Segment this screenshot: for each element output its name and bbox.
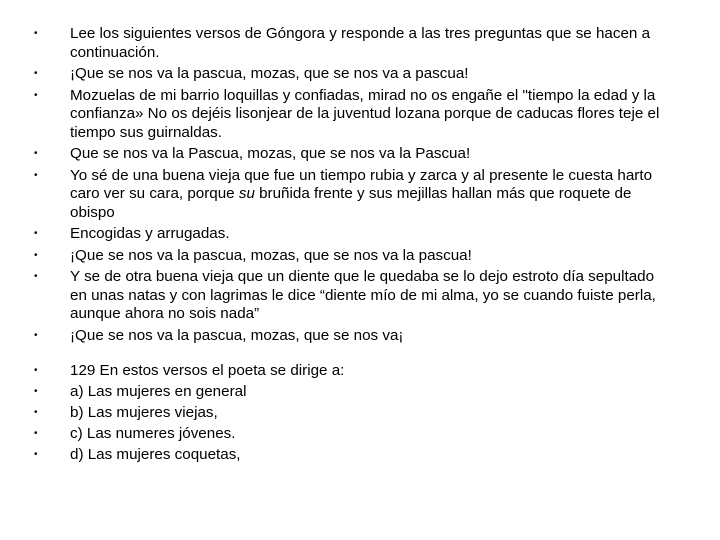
list-item	[34, 225, 674, 244]
question-list	[34, 360, 674, 465]
question-stem	[34, 360, 674, 381]
bullet-icon: •	[34, 386, 38, 397]
option-label: c) Las numeres jóvenes.	[70, 425, 236, 442]
bullet-icon: •	[34, 329, 38, 341]
list-item	[34, 327, 674, 346]
verse-line-part: Yo sé de una buena vieja que fue un tiempo rubia y zarca y al presente le cuesta harto caro ver su cara, porque	[70, 166, 653, 202]
verse-line: Y se de otra buena vieja que un diente que le quedaba se lo dejo estroto día sepultado en unas natas y con lagrimas le dice “diente mío de mi alma, yo se cuando fuiste perla, aunque ahora no sois nada”	[70, 268, 656, 322]
verse-line-part: bruñida frente y sus mejillas hallan más que roquete de obispo	[70, 185, 632, 221]
verse-line: Encogidas y arrugadas.	[70, 225, 230, 242]
verse-line: ¡Que se nos va la pascua, mozas, que se nos va a pascua!	[70, 65, 469, 82]
bullet-icon: •	[34, 148, 38, 159]
verse-line: ¡Que se nos va la pascua, mozas, que se nos va la pascua!	[70, 246, 472, 264]
bullet-icon: •	[34, 169, 38, 181]
passage-list	[34, 25, 674, 345]
bullet-icon: •	[34, 89, 38, 101]
answer-option-c	[34, 423, 674, 444]
list-item	[34, 167, 674, 223]
option-label: d) Las mujeres coquetas,	[70, 446, 241, 463]
bullet-icon: •	[34, 228, 38, 239]
verse-line: Que se nos va la Pascua, mozas, que se nos va la Pascua!	[70, 145, 471, 162]
bullet-icon: •	[34, 68, 38, 79]
answer-option-d	[34, 444, 674, 465]
list-item	[34, 247, 674, 266]
verse-line: Mozuelas de mi barrio loquillas y confiadas, mirad no os engañe el "tiempo la edad y la confianza» No os dejéis lisonjear de la juventud lozana porque de caducas flores teje el tiempo sus guirnaldas.	[70, 86, 660, 141]
instruction-text: Lee los siguientes versos de Góngora y responde a las tres preguntas que se hacen a continuación.	[70, 25, 651, 61]
bullet-icon: •	[34, 449, 38, 460]
answer-option-a	[34, 381, 674, 402]
list-item	[34, 65, 674, 84]
answer-option-b	[34, 402, 674, 423]
bullet-icon: •	[34, 365, 38, 376]
bullet-icon: •	[34, 428, 38, 439]
bullet-icon: •	[34, 271, 38, 282]
list-item	[34, 25, 674, 62]
list-item	[34, 268, 674, 324]
list-item	[34, 145, 674, 164]
option-label: b) Las mujeres viejas,	[70, 404, 218, 421]
verse-line-italic: su	[238, 185, 255, 202]
bullet-icon: •	[34, 249, 38, 261]
verse-line: ¡Que se nos va la pascua, mozas, que se nos va¡	[70, 326, 404, 344]
bullet-icon: •	[34, 407, 38, 418]
question-text: 129 En estos versos el poeta se dirige a:	[70, 362, 345, 379]
option-label: a) Las mujeres en general	[70, 383, 247, 400]
list-item	[34, 87, 674, 143]
bullet-icon: •	[34, 28, 38, 39]
